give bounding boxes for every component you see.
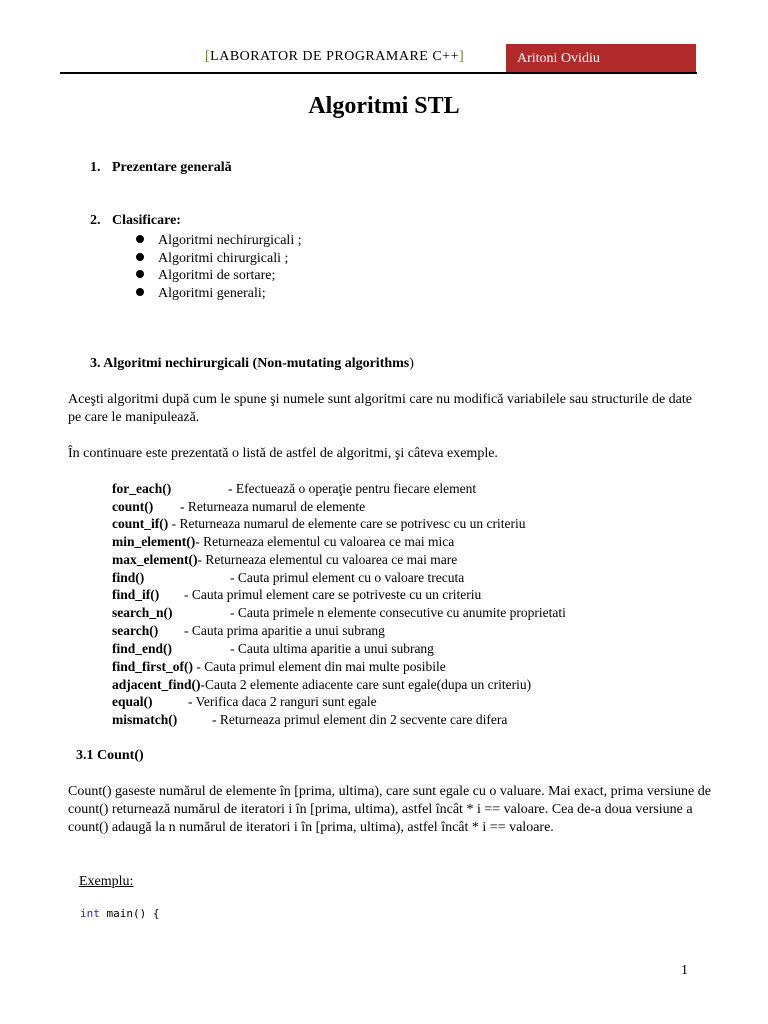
list-item: Algoritmi chirurgicali ;: [136, 250, 302, 268]
code-snippet: [80, 907, 159, 920]
page-title: Algoritmi STL: [308, 93, 460, 119]
code-keyword: int: [80, 907, 100, 920]
header-author: Aritoni Ovidiu: [517, 51, 600, 66]
algorithm-row: min_element()- Returneaza elementul cu valoarea ce mai mica: [112, 534, 455, 549]
header-rule: [60, 72, 697, 74]
section-3-1-heading: 3.1 Count(): [76, 748, 144, 763]
algorithm-row: find_first_of() - Cauta primul element din mai multe posibile: [112, 659, 446, 674]
bullet-icon: [136, 235, 144, 243]
algorithm-row: max_element()- Returneaza elementul cu valoarea ce mai mare: [112, 552, 458, 567]
classification-list: [136, 232, 302, 302]
header-bracket-open: [: [205, 49, 211, 64]
page-number: 1: [681, 963, 688, 978]
section-3-intro: Aceşti algoritmi după cum le spune şi numele sunt algoritmi care nu modifică variabilele sau structurile de date pe care le manipulează.: [68, 392, 692, 425]
algorithm-row: for_each() - Efectuează o operaţie pentru fiecare element: [112, 481, 477, 496]
algorithm-row: find() - Cauta primul element cu o valoare trecuta: [112, 570, 465, 585]
algorithm-row: mismatch() - Returneaza primul element din 2 secvente care difera: [112, 712, 508, 727]
algorithm-row: find_if() - Cauta primul element care se potriveste cu un criteriu: [112, 587, 482, 602]
bullet-icon: [136, 270, 144, 278]
algorithm-row: find_end() - Cauta ultima aparitie a unui subrang: [112, 641, 434, 656]
list-item: Algoritmi de sortare;: [136, 267, 302, 285]
example-label: Exemplu:: [79, 874, 134, 889]
bullet-icon: [136, 253, 144, 261]
section-3-heading: 3. Algoritmi nechirurgicali (Non-mutating algorithms): [90, 356, 414, 371]
section-3-list-intro: În continuare este prezentată o listă de astfel de algoritmi, şi câteva exemple.: [68, 446, 498, 461]
code-text: main() {: [99, 907, 160, 920]
header-bracket-close: ]: [458, 49, 465, 64]
algorithm-row: equal() - Verifica daca 2 ranguri sunt egale: [112, 694, 377, 709]
algorithm-row: adjacent_find()-Cauta 2 elemente adiacente care sunt egale(dupa un criteriu): [112, 677, 532, 692]
section-3-1-paragraph: Count() gaseste numărul de elemente în [prima, ultima), care sunt egale cu o valuare. Mai exact, prima versiune de count() returnează numărul de iteratori i în [prima, ultima), astfel încât * i == valoare. Cea de-a doua versiune a count() adaugă la n numărul de iteratori i în [prima, ultima), astfel încât * i == valoare.: [68, 784, 711, 835]
bullet-icon: [136, 288, 144, 296]
header-lab-title: LABORATOR DE PROGRAMARE C++: [210, 49, 459, 64]
running-header: [205, 49, 464, 65]
algorithm-row: search() - Cauta prima aparitie a unui subrang: [112, 623, 385, 638]
algorithm-row: count_if() - Returneaza numarul de elemente care se potrivesc cu un criteriu: [112, 516, 526, 531]
header-author-box: [506, 44, 696, 73]
section-1-heading: 1. Prezentare generală: [90, 160, 232, 175]
section-2-heading: 2. Clasificare:: [90, 213, 181, 228]
algorithm-row: count() - Returneaza numarul de elemente: [112, 499, 366, 514]
list-item: Algoritmi generali;: [136, 285, 302, 303]
algorithm-row: search_n() - Cauta primele n elemente consecutive cu anumite proprietati: [112, 605, 566, 620]
list-item: Algoritmi nechirurgicali ;: [136, 232, 302, 250]
